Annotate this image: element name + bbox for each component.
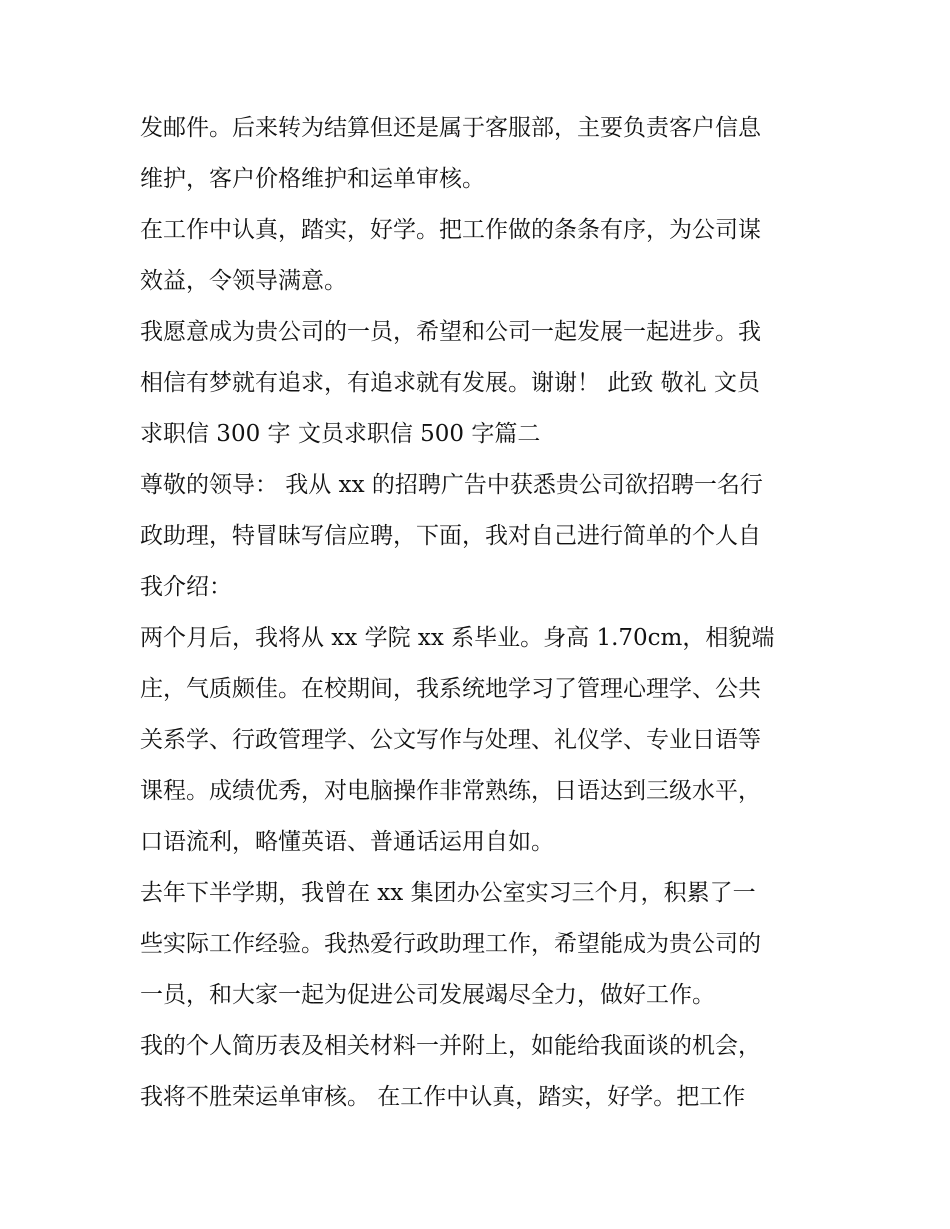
text-line-6: 相信有梦就有追求，有追求就有发展。谢谢！ 此致 敬礼 文员 [140, 370, 760, 396]
text-line-13: 关系学、行政管理学、公文写作与处理、礼仪学、专业日语等 [140, 727, 761, 753]
text-line-1: 发邮件。后来转为结算但还是属于客服部，主要负责客户信息 [140, 115, 761, 141]
text-line-16: 去年下半学期，我曾在 xx 集团办公室实习三个月，积累了一 [140, 880, 756, 906]
text-line-2: 维护，客户价格维护和运单审核。 [140, 166, 485, 192]
text-line-18: 一员，和大家一起为促进公司发展竭尽全力，做好工作。 [140, 982, 715, 1008]
text-line-11: 两个月后，我将从 xx 学院 xx 系毕业。身高 1.70cm，相貌端 [140, 625, 775, 651]
text-line-5: 我愿意成为贵公司的一员，希望和公司一起发展一起进步。我 [140, 319, 761, 345]
text-line-4: 效益，令领导满意。 [140, 268, 347, 294]
text-line-15: 口语流利，略懂英语、普通话运用自如。 [140, 829, 554, 855]
text-line-10: 我介绍： [140, 574, 232, 600]
text-line-20: 我将不胜荣运单审核。 在工作中认真，踏实，好学。把工作 [140, 1084, 746, 1110]
text-line-3: 在工作中认真，踏实，好学。把工作做的条条有序，为公司谋 [140, 217, 761, 243]
text-line-17: 些实际工作经验。我热爱行政助理工作，希望能成为贵公司的 [140, 931, 761, 957]
body-text [140, 103, 820, 1123]
text-line-9: 政助理，特冒昧写信应聘，下面，我对自己进行简单的个人自 [140, 523, 761, 549]
text-line-8: 尊敬的领导： 我从 xx 的招聘广告中获悉贵公司欲招聘一名行 [140, 472, 763, 498]
text-line-12: 庄，气质颇佳。在校期间，我系统地学习了管理心理学、公共 [140, 676, 761, 702]
text-line-14: 课程。成绩优秀，对电脑操作非常熟练，日语达到三级水平， [140, 778, 761, 804]
text-line-19: 我的个人简历表及相关材料一并附上，如能给我面谈的机会， [140, 1033, 761, 1059]
text-line-7: 求职信 300 字 文员求职信 500 字篇二 [140, 421, 541, 447]
